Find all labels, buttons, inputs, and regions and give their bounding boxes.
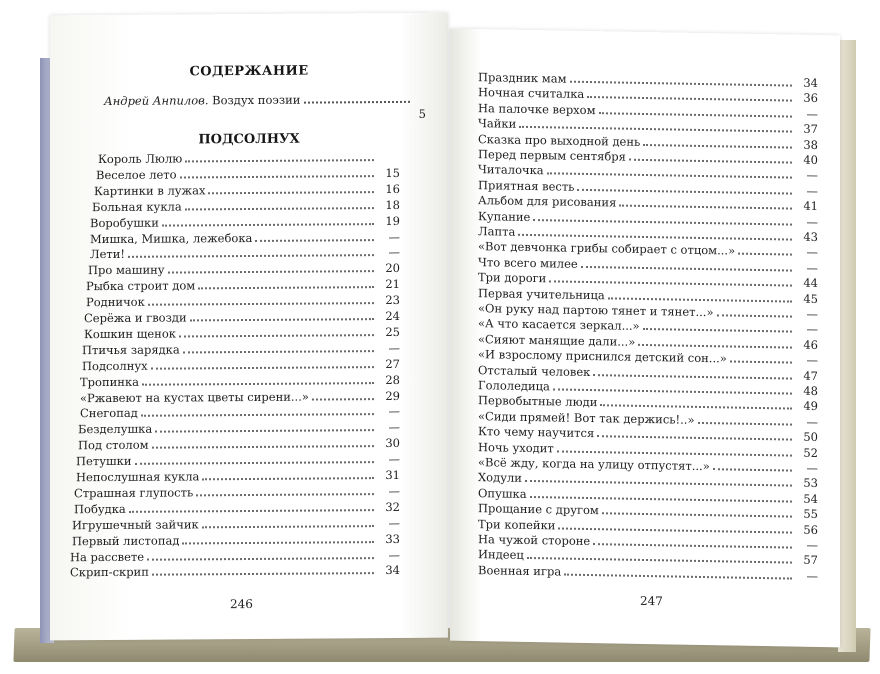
- toc-entry-page: —: [806, 322, 818, 337]
- toc-entry-title: Игрушечный зайчик: [72, 517, 199, 532]
- toc-entry-title: «Сиди прямей! Вот так держись!..»: [478, 408, 695, 427]
- toc-entry: [80, 372, 400, 389]
- toc-entry-title: Первый листопад: [72, 533, 180, 548]
- toc-entry: [72, 531, 400, 548]
- toc-entry-title: Ходули: [478, 470, 522, 486]
- dot-leader: [599, 112, 792, 117]
- dot-leader: [162, 223, 374, 226]
- toc-entry-title: Первобытные люди: [478, 393, 598, 410]
- toc-entry-title: «Ржавеют на кустах цветы сирени...»: [80, 389, 309, 405]
- dot-leader: [717, 314, 793, 317]
- dot-leader: [148, 302, 374, 306]
- toc-entry-page: 23: [385, 293, 400, 308]
- toc-entry-title: На чужой стороне: [478, 532, 591, 549]
- toc-entry-page: 36: [803, 91, 818, 106]
- dot-leader: [638, 344, 792, 349]
- toc-entry-title: Индеец: [478, 547, 524, 563]
- toc-entry-title: Ночь уходит: [478, 439, 554, 456]
- dot-leader: [643, 328, 792, 333]
- toc-entry: [82, 356, 400, 373]
- toc-entry-title: Лети!: [90, 247, 126, 262]
- toc-entry: [88, 260, 400, 277]
- toc-entry-title: Три копейки: [478, 516, 556, 533]
- toc-entry-page: —: [806, 260, 818, 275]
- toc-entry-title: Три дороги: [478, 270, 547, 286]
- intro-leader: [304, 101, 410, 104]
- toc-entry-page: 38: [803, 137, 818, 152]
- toc-entry-title: Мишка, Мишка, лежебока: [90, 230, 253, 246]
- toc-entry-title: Чайки: [478, 116, 517, 131]
- toc-entry-page: 40: [803, 152, 818, 168]
- toc-entry-title: Рыбка строит дом: [86, 278, 196, 294]
- toc-entry-title: Про машину: [88, 262, 165, 278]
- toc-entry-title: Воробушки: [90, 215, 159, 230]
- section-title: ПОДСОЛНУХ: [198, 131, 300, 148]
- toc-entry-page: —: [806, 353, 818, 368]
- toc-entry-title: Больная кукла: [92, 199, 182, 214]
- page-number-right: 247: [640, 593, 663, 609]
- toc-entry: [96, 165, 400, 182]
- toc-entry-title: Праздник мам: [478, 70, 567, 86]
- toc-entry-page: 56: [803, 522, 818, 537]
- dot-leader: [180, 175, 374, 178]
- toc-entry-title: Опушка: [478, 485, 527, 501]
- toc-entry-page: 18: [385, 197, 400, 212]
- toc-entry-title: Военная игра: [478, 562, 562, 579]
- toc-entry-page: 27: [385, 356, 400, 371]
- toc-entry: [84, 308, 400, 325]
- toc-entry-title: Побудка: [74, 501, 126, 517]
- toc-entry-title: «Всё жду, когда на улицу отпустят...»: [478, 455, 710, 474]
- toc-entry-title: Кто чему научится: [478, 424, 595, 441]
- toc-entry: [90, 228, 400, 245]
- toc-entry-title: Купание: [478, 208, 531, 224]
- dot-leader: [587, 96, 792, 102]
- dot-leader: [312, 398, 374, 400]
- toc-entry-page: —: [806, 106, 818, 121]
- toc-entry-page: —: [806, 568, 818, 583]
- dot-leader: [182, 541, 374, 544]
- dot-leader: [208, 191, 374, 194]
- toc-entry: [74, 499, 400, 516]
- toc-entry: [84, 324, 400, 341]
- toc-entry-page: —: [806, 183, 818, 198]
- toc-entry-page: 47: [803, 368, 818, 383]
- toc-entry-page: —: [388, 245, 400, 260]
- toc-entry-page: 31: [385, 467, 400, 483]
- toc-entry-page: 15: [385, 165, 400, 180]
- toc-entry-title: «И взрослому приснился детский сон...»: [478, 347, 727, 366]
- toc-entry-page: —: [806, 537, 818, 553]
- contents-title: СОДЕРЖАНИЕ: [189, 63, 309, 80]
- toc-entry-page: —: [388, 452, 400, 467]
- toc-entry-page: 37: [803, 121, 818, 137]
- toc-entry-title: Снегопад: [80, 406, 138, 421]
- dot-leader: [152, 573, 374, 577]
- dot-leader: [141, 414, 374, 418]
- toc-entry-page: 54: [803, 491, 818, 506]
- toc-entry-page: 25: [385, 324, 400, 339]
- toc-entry: [78, 435, 400, 452]
- toc-entry-title: «Он руку над партою тянет и тянет...»: [478, 301, 714, 320]
- toc-entry-title: Родничок: [86, 294, 145, 310]
- toc-entry: [70, 562, 400, 579]
- dot-leader: [581, 266, 792, 272]
- toc-entry-title: Веселое лето: [96, 167, 177, 182]
- toc-entry-page: —: [388, 515, 400, 530]
- dot-leader: [600, 405, 792, 410]
- dot-leader: [135, 461, 374, 465]
- toc-entry-page: 52: [803, 445, 818, 460]
- toc-entry-title: Король Люлю: [98, 151, 183, 167]
- toc-entry-title: Картинки в лужах: [94, 183, 206, 198]
- toc-entry-title: Отсталый человек: [478, 362, 591, 379]
- toc-entry-page: 43: [803, 229, 818, 245]
- toc-entry-page: —: [388, 420, 400, 435]
- toc-entry-page: 16: [385, 181, 400, 196]
- dot-leader: [202, 477, 374, 480]
- toc-entry-title: Тропинка: [80, 374, 139, 389]
- dot-leader: [128, 255, 374, 259]
- toc-entry-page: —: [806, 414, 818, 429]
- toc-entry-title: Первая учительница: [478, 285, 605, 302]
- toc-entry-page: 50: [803, 429, 818, 445]
- toc-entry-page: 30: [385, 436, 400, 451]
- toc-entry: [78, 419, 400, 436]
- toc-entry-title: Скрип-скрип: [70, 565, 149, 580]
- toc-entry-page: 34: [385, 563, 400, 578]
- dot-leader: [152, 445, 374, 449]
- toc-entry-page: 45: [803, 291, 818, 306]
- toc-entry-page: 57: [803, 553, 818, 568]
- toc-entry-page: —: [388, 483, 400, 498]
- toc-entry-page: —: [806, 245, 818, 260]
- toc-entry-title: «Сияют манящие дали...»: [478, 331, 636, 349]
- dot-leader: [168, 270, 374, 273]
- dot-leader: [643, 144, 792, 149]
- toc-entry-title: Ночная считалка: [478, 85, 585, 102]
- toc-entry-title: Гололедица: [478, 378, 550, 394]
- dot-leader: [608, 297, 792, 302]
- toc-entry-page: —: [806, 460, 818, 476]
- toc-entry-title: Что всего милее: [478, 254, 578, 271]
- toc-entry-title: Безделушка: [78, 421, 153, 437]
- toc-entry-title: На рассвете: [70, 549, 145, 564]
- page-number-left: 246: [230, 596, 253, 612]
- toc-entry: [90, 213, 400, 230]
- dot-leader: [713, 468, 792, 471]
- toc-entry-page: 19: [385, 213, 400, 228]
- toc-entry-title: Птичья зарядка: [82, 342, 180, 357]
- dot-leader: [577, 189, 792, 195]
- dot-leader: [698, 422, 793, 426]
- dot-leader: [255, 239, 374, 242]
- toc-entry: [86, 276, 400, 293]
- intro-author: Андрей Анпилов.: [104, 93, 209, 109]
- toc-entry: [76, 451, 400, 468]
- right-page: [450, 29, 840, 648]
- toc-entry: [80, 403, 400, 420]
- toc-entry-page: 46: [803, 337, 818, 352]
- toc-entry-page: 20: [385, 261, 400, 276]
- dot-leader: [196, 493, 374, 496]
- toc-entry-title: Под столом: [78, 437, 149, 453]
- toc-entry-title: Лапта: [478, 224, 516, 239]
- dot-leader: [202, 525, 374, 528]
- toc-entry-title: Перед первым сентября: [478, 147, 626, 164]
- toc-entry-page: 21: [385, 277, 400, 292]
- dot-leader: [593, 374, 792, 379]
- toc-entry-title: Петушки: [76, 453, 132, 469]
- dot-leader: [738, 253, 792, 256]
- dot-leader: [602, 512, 792, 517]
- toc-entry-page: 24: [385, 308, 400, 324]
- toc-entry-title: Серёжа и гвозди: [84, 310, 187, 326]
- toc-entry: [94, 181, 400, 198]
- toc-entry-title: Альбом для рисования: [478, 193, 617, 210]
- intro-text: Воздух поэзии: [212, 92, 301, 108]
- dot-leader: [151, 366, 374, 370]
- toc-entry-title: «Вот девчонка грибы собирает с отцом...»: [478, 239, 736, 258]
- dot-leader: [730, 361, 792, 364]
- toc-entry-page: 55: [803, 506, 818, 522]
- toc-entry: [86, 292, 400, 309]
- toc-entry-page: —: [388, 547, 400, 562]
- toc-entry-title: «А что касается зеркал...»: [478, 316, 640, 334]
- left-page: [50, 13, 448, 641]
- toc-entry-title: Сказка про выходной день: [478, 131, 641, 149]
- dot-leader: [179, 334, 374, 337]
- dot-leader: [129, 509, 374, 513]
- toc-entry: [70, 546, 400, 563]
- dot-leader: [183, 350, 374, 353]
- toc-entry: [90, 244, 400, 261]
- toc-entry: [76, 467, 400, 484]
- toc-entry-page: 32: [385, 499, 400, 514]
- toc-entry-title: Страшная глупость: [74, 485, 194, 501]
- toc-entry: [98, 149, 400, 166]
- dot-leader: [147, 557, 374, 561]
- toc-entry-page: 28: [385, 372, 400, 387]
- toc-entry-page: 48: [803, 383, 818, 399]
- dot-leader: [564, 573, 792, 579]
- toc-entry: [72, 515, 400, 532]
- toc-entry-title: Прощание с другом: [478, 501, 599, 518]
- toc-entry: [80, 387, 400, 404]
- intro-entry: [104, 92, 426, 121]
- dot-leader: [155, 429, 374, 433]
- dot-leader: [198, 286, 374, 289]
- toc-entry-page: 41: [803, 198, 818, 214]
- toc-entry-page: —: [388, 229, 400, 244]
- toc-entry-page: —: [388, 340, 400, 355]
- toc-entry-page: —: [806, 214, 818, 229]
- dot-leader: [142, 382, 374, 386]
- toc-entry-page: 53: [803, 476, 818, 491]
- dot-leader: [190, 318, 374, 321]
- toc-entry-title: Кошкин щенок: [84, 326, 176, 342]
- dot-leader: [593, 543, 792, 548]
- dot-leader: [597, 435, 792, 440]
- toc-entry: [82, 340, 400, 357]
- toc-entry-page: —: [806, 306, 818, 322]
- toc-entry-title: Читалочка: [478, 162, 544, 178]
- dot-leader: [185, 207, 374, 210]
- dot-leader: [185, 159, 374, 162]
- toc-entry-page: —: [388, 404, 400, 419]
- toc-entry-page: 44: [803, 275, 818, 291]
- toc-entry: [92, 197, 400, 214]
- toc-entry-page: 29: [385, 388, 400, 403]
- intro-page: 5: [418, 106, 426, 121]
- dot-leader: [619, 205, 792, 210]
- toc-entry-page: 33: [385, 531, 400, 546]
- toc-entry-page: —: [806, 168, 818, 183]
- toc-entry-title: Приятная весть: [478, 177, 575, 194]
- toc-entry-title: Непослушная кукла: [76, 469, 200, 485]
- dot-leader: [629, 159, 792, 164]
- toc-entry-title: Подсолнух: [82, 358, 148, 373]
- toc-entry-page: 49: [803, 399, 818, 414]
- toc-entry: [74, 483, 400, 500]
- toc-entry-page: 34: [803, 75, 818, 91]
- cover-edge-right: [838, 40, 856, 652]
- toc-entry-title: На палочке верхом: [478, 100, 596, 117]
